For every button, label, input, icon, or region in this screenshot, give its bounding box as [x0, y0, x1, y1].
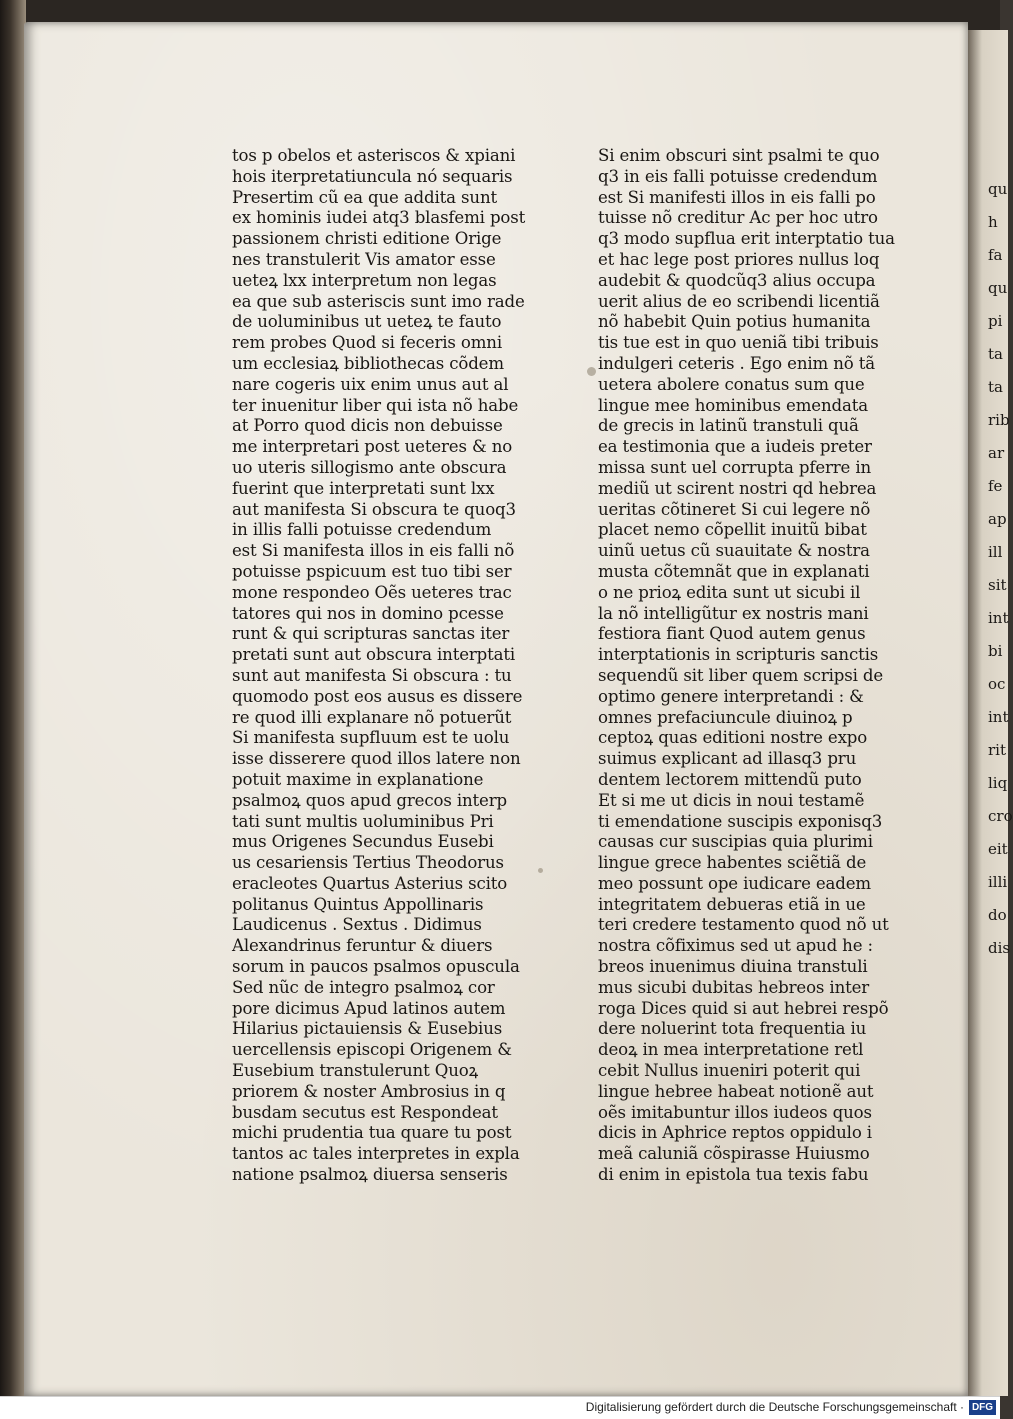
footer-bar — [0, 1396, 1000, 1419]
right-column-line: uerit alius de eo scribendi licentiã — [598, 291, 880, 311]
right-column-line: la nõ intelligũtur ex nostris mani — [598, 603, 869, 623]
adjacent-page-fragment: fa — [988, 246, 1003, 264]
right-column-line: uinũ uetus cũ suauitate & nostra — [598, 541, 870, 561]
left-column-line: potuit maxime in explanatione — [232, 769, 484, 789]
right-column-line: deoꝝ in mea interpretatione retl — [598, 1040, 864, 1060]
adjacent-page-fragment: fe — [988, 477, 1003, 495]
adjacent-page-fragment: ap — [988, 510, 1007, 528]
right-column-line: ueritas cõtineret Si cui legere nõ — [598, 499, 871, 519]
left-column-line: pore dicimus Apud latinos autem — [232, 998, 506, 1018]
right-column-line: integritatem debueras etiã in ue — [598, 894, 866, 914]
adjacent-page-fragment: do — [988, 906, 1007, 924]
right-column-line: ceptoꝝ quas editioni nostre expo — [598, 728, 868, 748]
left-column-line: ea que sub asteriscis sunt imo rade — [232, 291, 525, 311]
left-column-line: de uoluminibus ut ueteꝝ te fauto — [232, 312, 502, 332]
adjacent-page-fragment: eit — [988, 840, 1008, 858]
text-column-left — [232, 146, 532, 1186]
right-column-line: interptationis in scripturis sanctis — [598, 645, 879, 665]
right-column-line: sequendũ sit liber quem scripsi de — [598, 665, 884, 685]
left-column-line: Hilarius pictauiensis & Eusebius — [232, 1019, 503, 1039]
adjacent-page-fragment: pi — [988, 312, 1003, 330]
right-column-line: dicis in Aphrice reptos oppidulo i — [598, 1123, 872, 1143]
right-column-line: ti emendatione suscipis exponisq3 — [598, 811, 883, 831]
right-column-line: di enim in epistola tua texis fabu — [598, 1165, 869, 1185]
left-column-line: nes transtulerit Vis amator esse — [232, 249, 496, 269]
right-column-line: meo possunt ope iudicare eadem — [598, 873, 872, 893]
right-column-line: festiora fiant Quod autem genus — [598, 624, 866, 644]
right-column-line: lingue hebree habeat notionẽ aut — [598, 1081, 874, 1101]
right-column-line: q3 in eis falli potuisse credendum — [598, 166, 878, 186]
adjacent-page-edge — [968, 30, 1013, 1396]
right-column-line: cebit Nullus inueniri poterit qui — [598, 1061, 861, 1081]
left-column-line: um ecclesiaꝝ bibliothecas cõdem — [232, 353, 504, 373]
left-column-line: isse disserere quod illos latere non — [232, 749, 521, 769]
left-column-line: Si manifesta supfluum est te uolu — [232, 728, 510, 748]
right-column-line: meã caluniã cõspirasse Huiusmo — [598, 1144, 870, 1164]
left-column-line: mus Origenes Secundus Eusebi — [232, 832, 494, 852]
right-column-line: et hac lege post priores nullus loq — [598, 249, 880, 269]
adjacent-page-fragment: sit — [988, 576, 1007, 594]
right-column-line: nõ habebit Quin potius humanita — [598, 312, 871, 332]
adjacent-page-fragment: h — [988, 213, 998, 231]
left-column-line: est Si manifesta illos in eis falli nõ — [232, 541, 515, 561]
left-column-line: us cesariensis Tertius Theodorus — [232, 853, 504, 873]
right-column-line: omnes prefaciuncule diuinoꝝ p — [598, 707, 853, 727]
right-column-line: est Si manifesti illos in eis falli po — [598, 187, 876, 207]
right-column-line: audebit & quodcũq3 alius occupa — [598, 270, 876, 290]
adjacent-page-fragment: dis — [988, 939, 1011, 957]
left-column-line: aut manifesta Si obscura te quoq3 — [232, 499, 516, 519]
left-column-line: michi prudentia tua quare tu post — [232, 1123, 512, 1143]
right-column-line: ea testimonia que a iudeis preter — [598, 437, 872, 457]
left-column-line: re quod illi explanare nõ potuerũt — [232, 707, 512, 727]
right-column-line: optimo genere interpretandi : & — [598, 686, 864, 706]
adjacent-page-fragment: bi — [988, 642, 1003, 660]
right-column-line: breos inuenimus diuina transtuli — [598, 957, 868, 977]
adjacent-page-fragment: rit — [988, 741, 1006, 759]
left-column-line: passionem christi editione Orige — [232, 229, 502, 249]
left-column-line: sunt aut manifesta Si obscura : tu — [232, 665, 512, 685]
left-column-line: fuerint que interpretati sunt lxx — [232, 478, 495, 498]
adjacent-page-fragment: qu — [988, 279, 1008, 297]
adjacent-page-fragment: ta — [988, 345, 1003, 363]
left-column-line: potuisse pspicuum est tuo tibi ser — [232, 561, 512, 581]
right-column-line: lingue mee hominibus emendata — [598, 395, 868, 415]
left-column-line: uo uteris sillogismo ante obscura — [232, 457, 507, 477]
left-column-line: me interpretari post ueteres & no — [232, 437, 513, 457]
left-column-line: uercellensis episcopi Origenem & — [232, 1040, 512, 1060]
left-column-line: busdam secutus est Respondeat — [232, 1102, 498, 1122]
right-column-line: roga Dices quid si aut hebrei respõ — [598, 998, 889, 1018]
right-column-line: mediũ ut scirent nostri qd hebrea — [598, 478, 877, 498]
left-column-line: tos p obelos et asteriscos & xpiani — [232, 146, 516, 165]
right-column-line: indulgeri ceteris . Ego enim nõ tã — [598, 353, 875, 373]
right-column-line: uetera abolere conatus sum que — [598, 374, 865, 394]
left-column-line: pretati sunt aut obscura interptati — [232, 645, 516, 665]
right-column-line: placet nemo cõpellit inuitũ bibat — [598, 520, 867, 540]
right-column-line: oẽs imitabuntur illos iudeos quos — [598, 1102, 872, 1122]
right-column-line: dere noluerint tota frequentia iu — [598, 1019, 867, 1039]
right-column-line: Si enim obscuri sint psalmi te quo — [598, 146, 880, 165]
adjacent-page-fragment: int — [988, 708, 1009, 726]
right-column-line: dentem lectorem mittendũ puto — [598, 769, 862, 789]
left-column-line: ueteꝝ lxx interpretum non legas — [232, 270, 497, 290]
left-column-line: Alexandrinus feruntur & diuers — [232, 936, 493, 956]
left-column-line: in illis falli potuisse credendum — [232, 520, 492, 540]
left-column-line: ex hominis iudei atq3 blasfemi post — [232, 208, 526, 228]
right-column-line: missa sunt uel corrupta pferre in — [598, 457, 872, 477]
text-column-right — [598, 146, 895, 1186]
left-column-line: at Porro quod dicis non debuisse — [232, 416, 503, 436]
right-column-line: causas cur suscipias quia plurimi — [598, 832, 873, 852]
right-column-line: teri credere testamento quod nõ ut — [598, 915, 889, 935]
left-column-line: tantos ac tales interpretes in expla — [232, 1144, 520, 1164]
left-column-line: natione psalmoꝝ diuersa senseris — [232, 1165, 508, 1185]
adjacent-page-fragment: qu — [988, 180, 1008, 198]
left-column-line: Laudicenus . Sextus . Didimus — [232, 915, 482, 935]
adjacent-page-fragment: int — [988, 609, 1009, 627]
left-column-line: Sed nũc de integro psalmoꝝ cor — [232, 977, 495, 997]
right-column-line: nostra cõfiximus sed ut apud he : — [598, 936, 873, 956]
right-column-line: tuisse nõ creditur Ac per hoc utro — [598, 208, 878, 228]
left-column-line: quomodo post eos ausus es dissere — [232, 686, 523, 706]
left-column-line: rem probes Quod si feceris omni — [232, 333, 502, 353]
adjacent-page-fragment: oc — [988, 675, 1006, 693]
left-column-line: politanus Quintus Appollinaris — [232, 894, 484, 914]
paper-blemish — [538, 868, 543, 873]
right-column-line: mus sicubi dubitas hebreos inter — [598, 977, 870, 997]
adjacent-page-fragment: illi — [988, 873, 1008, 891]
left-column-line: ter inuenitur liber qui ista nõ habe — [232, 395, 519, 415]
right-column-line: musta cõtemnãt que in explanati — [598, 561, 870, 581]
adjacent-page-fragment: cro — [988, 807, 1013, 825]
adjacent-page-fragment: ar — [988, 444, 1005, 462]
left-column-line: psalmoꝝ quos apud grecos interp — [232, 790, 507, 810]
left-column-line: nare cogeris uix enim unus aut al — [232, 374, 509, 394]
footer-credit: Digitalisierung gefördert durch die Deutsche Forschungsgemeinschaft · — [585, 1400, 964, 1414]
right-column-line: lingue grece habentes sciẽtiã de — [598, 853, 867, 873]
right-column-line: q3 modo supflua erit interptatio tua — [598, 229, 895, 249]
adjacent-page-fragment: liq — [988, 774, 1008, 792]
book-spine-edge — [0, 0, 26, 1396]
dfg-logo: DFG — [969, 1400, 996, 1415]
left-column-line: tatores qui nos in domino pcesse — [232, 603, 504, 623]
right-column-line: Et si me ut dicis in noui testamẽ — [598, 790, 865, 810]
left-column-line: mone respondeo Oẽs ueteres trac — [232, 582, 512, 602]
left-column-line: runt & qui scripturas sanctas iter — [232, 624, 510, 644]
right-column-line: o ne prioꝝ edita sunt ut sicubi il — [598, 582, 861, 602]
left-column-line: Presertim cũ ea que addita sunt — [232, 187, 498, 207]
left-column-line: priorem & noster Ambrosius in q — [232, 1081, 506, 1101]
left-column-line: hois iterpretatiuncula nó sequaris — [232, 166, 513, 186]
adjacent-page-fragment: rib — [988, 411, 1010, 429]
adjacent-page-fragment: ta — [988, 378, 1003, 396]
left-column-line: tati sunt multis uoluminibus Pri — [232, 811, 494, 831]
paper-blemish — [587, 367, 596, 376]
right-column-line: suimus explicant ad illasq3 pru — [598, 749, 857, 769]
right-column-line: tis tue est in quo ueniã tibi tribuis — [598, 333, 879, 353]
left-column-line: eracleotes Quartus Asterius scito — [232, 873, 508, 893]
adjacent-page-fragment: ill — [988, 543, 1003, 561]
left-column-line: sorum in paucos psalmos opuscula — [232, 957, 520, 977]
right-column-line: de grecis in latinũ transtuli quã — [598, 416, 859, 436]
left-column-line: Eusebium transtulerunt Quoꝝ — [232, 1061, 479, 1081]
